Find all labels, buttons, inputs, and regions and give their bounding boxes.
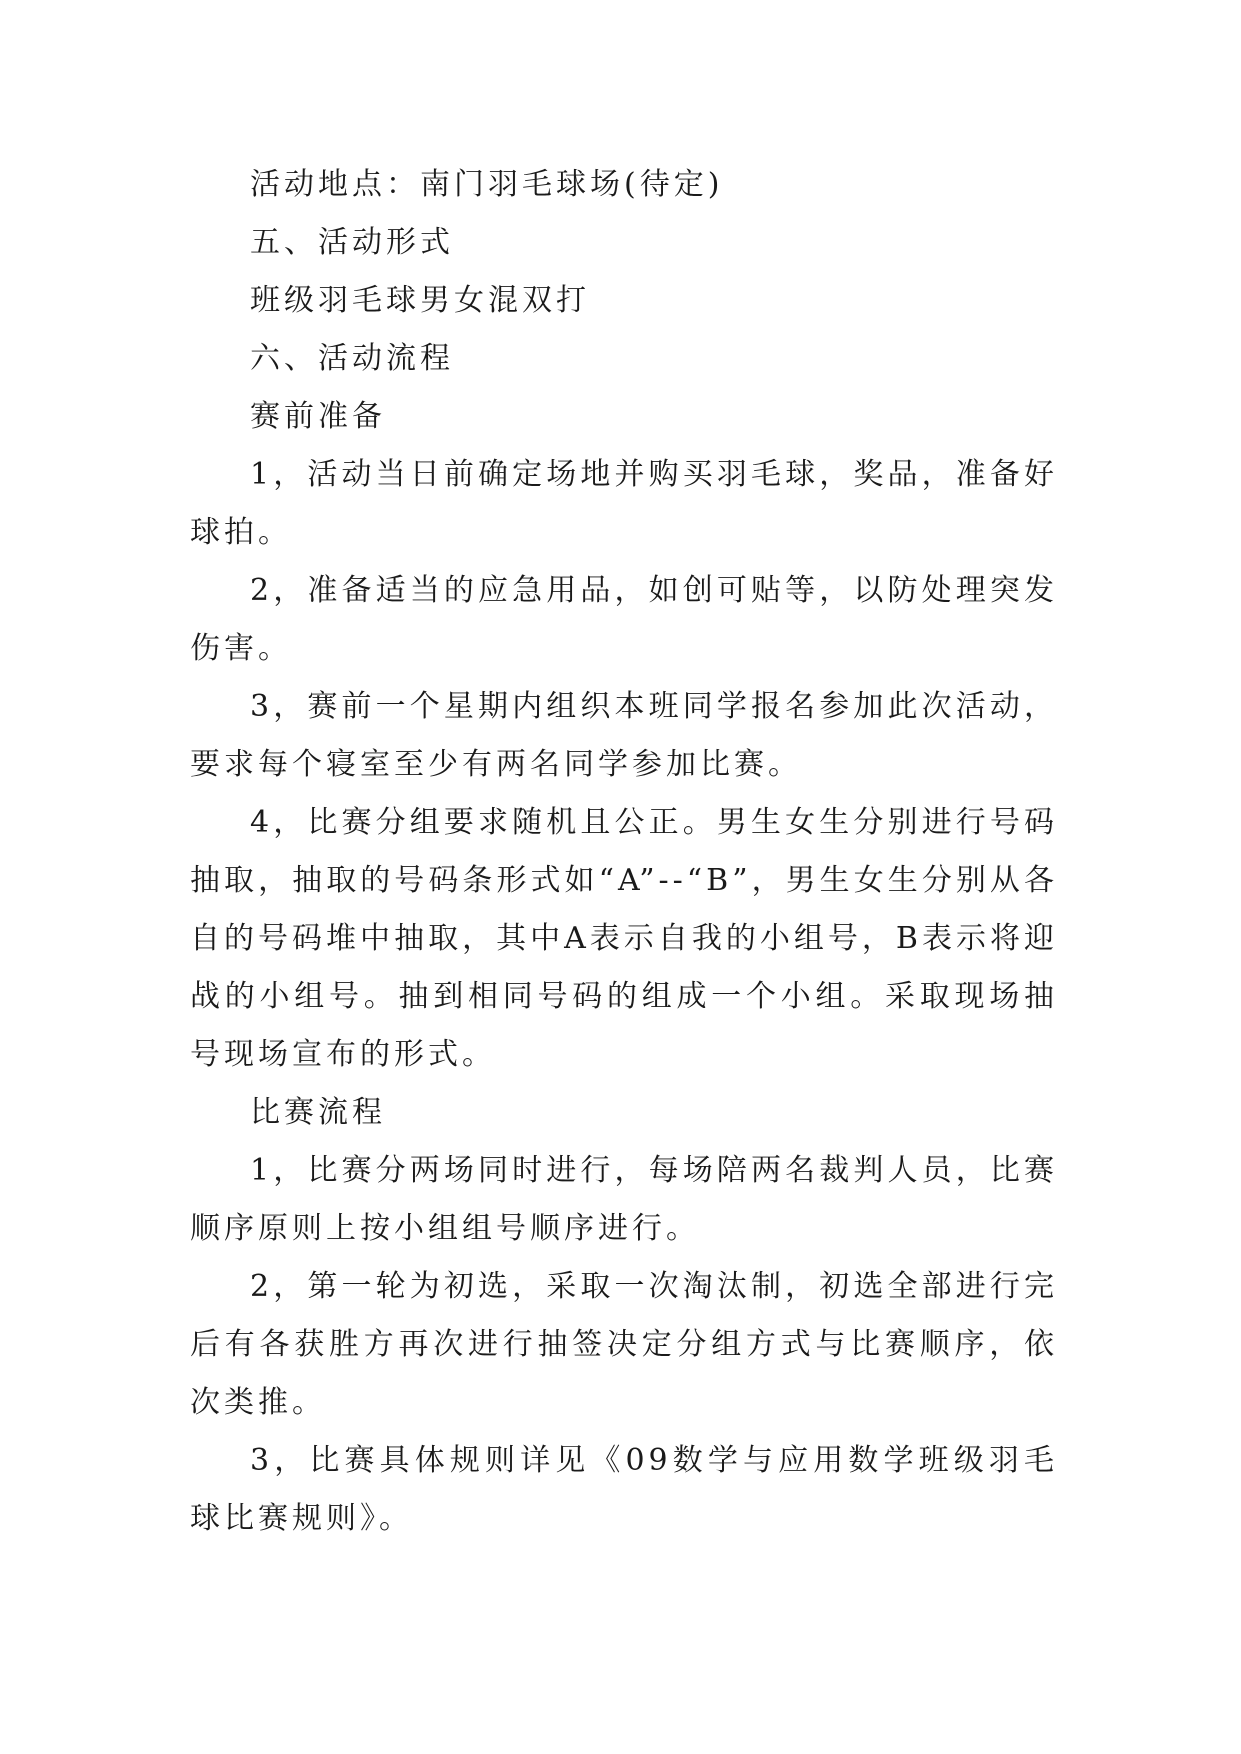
paragraph-prep-1: 1，活动当日前确定场地并购买羽毛球，奖品，准备好球拍。 bbox=[190, 457, 1058, 550]
paragraph-match-3: 3，比赛具体规则详见《09数学与应用数学班级羽毛球比赛规则》。 bbox=[190, 1443, 1058, 1536]
paragraph-prep-4: 4，比赛分组要求随机且公正。男生女生分别进行号码抽取，抽取的号码条形式如“A”--“B”，男生女生分别从各自的号码堆中抽取，其中A表示自我的小组号，B表示将迎战的小组号。抽到相同号码的组成一个小组。采取现场抽号现场宣布的形式。 bbox=[190, 805, 1058, 1072]
heading-activity-process: 六、活动流程 bbox=[250, 341, 454, 376]
paragraph-match-1: 1，比赛分两场同时进行，每场陪两名裁判人员，比赛顺序原则上按小组组号顺序进行。 bbox=[190, 1153, 1058, 1246]
paragraph-venue: 活动地点：南门羽毛球场(待定) bbox=[250, 167, 724, 202]
paragraph-prep-3: 3，赛前一个星期内组织本班同学报名参加此次活动，要求每个寝室至少有两名同学参加比赛。 bbox=[190, 689, 1058, 782]
paragraph-match-2: 2，第一轮为初选，采取一次淘汰制，初选全部进行完后有各获胜方再次进行抽签决定分组方式与比赛顺序，依次类推。 bbox=[190, 1269, 1058, 1420]
paragraph-prep-2: 2，准备适当的应急用品，如创可贴等，以防处理突发伤害。 bbox=[190, 573, 1058, 666]
heading-activity-format: 五、活动形式 bbox=[250, 225, 454, 260]
document-body bbox=[190, 156, 1058, 1548]
subheading-match-process: 比赛流程 bbox=[250, 1095, 386, 1130]
paragraph-format: 班级羽毛球男女混双打 bbox=[250, 283, 590, 318]
subheading-preparation: 赛前准备 bbox=[250, 399, 386, 434]
